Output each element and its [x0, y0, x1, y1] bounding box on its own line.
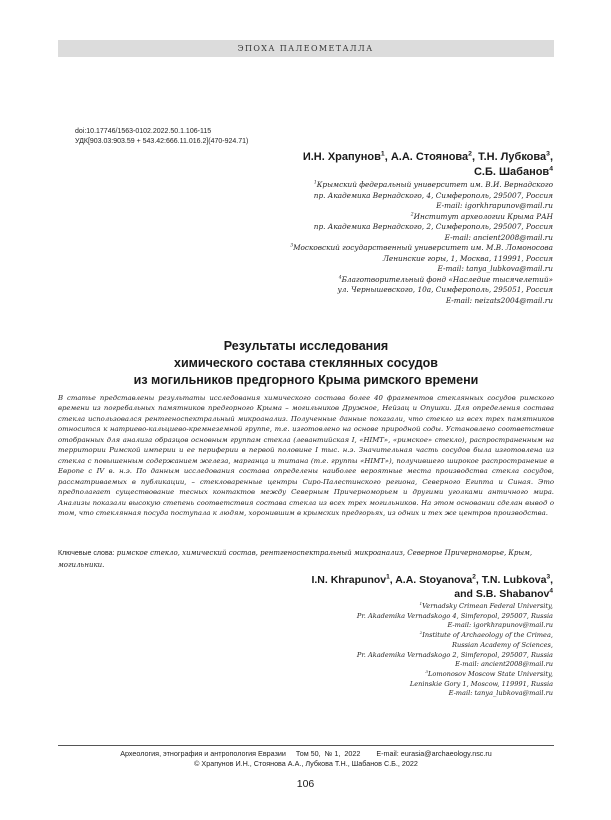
footer-volume: Том 50,	[295, 749, 321, 758]
affiliation-institution	[357, 602, 553, 612]
author-name: A.A. Stoyanova	[395, 574, 473, 586]
affiliation-institution-name: Московский государственный университет им. М.В. Ломоносова	[293, 243, 553, 252]
authors-en	[311, 573, 553, 601]
affiliation-address: Pr. Akademika Vernadskogo 4, Simferopol, 295007, Russia	[356, 611, 553, 620]
affiliation-institution	[357, 631, 553, 641]
author-separator: ,	[550, 574, 553, 586]
section-header: ЭПОХА ПАЛЕОМЕТАЛЛА	[237, 44, 374, 53]
affiliation-address: пр. Академика Вернадского, 4, Симферополь, 295007, Россия	[313, 190, 553, 200]
affiliation-number: 2	[410, 212, 414, 218]
author-separator: ,	[475, 574, 482, 586]
affiliation-institution-name: Lomonosov Moscow State University,	[428, 669, 553, 678]
udc-code: УДК[903.03:903.59 + 543.42:666.11.016.2](470-924.71)	[75, 138, 249, 145]
doi: doi:10.17746/1563-0102.2022.50.1.106-115	[75, 128, 212, 135]
title-line-3: из могильников предгорного Крыма римского времени	[133, 373, 479, 387]
author-name: I.N. Khrapunov	[311, 574, 387, 586]
author-affiliation-mark: 4	[549, 587, 553, 595]
affiliation-institution	[290, 180, 553, 191]
affiliation-institution-name: Благотворительный фонд «Наследие тысячелетий»	[341, 274, 553, 284]
footer-year: 2022	[344, 749, 361, 758]
affiliation-institution	[290, 275, 553, 286]
affiliation	[357, 602, 553, 631]
keywords-label: Ключевые слова:	[58, 550, 115, 557]
author-name: T.N. Lubkova	[481, 574, 547, 586]
affiliation-address: Russian Academy of Sciences,	[452, 640, 553, 649]
author-name: С.Б. Шабанов	[473, 166, 550, 178]
affiliation	[290, 180, 553, 212]
affiliation-institution	[290, 243, 553, 254]
page-number: 106	[296, 778, 315, 790]
affiliation-email: E-mail: tanya_lubkova@mail.ru	[437, 264, 553, 273]
affiliation-address: пр. Академика Вернадского, 2, Симферополь, 295007, Россия	[313, 222, 553, 231]
title-line-2: химического состава стеклянных сосудов	[174, 356, 438, 370]
affiliation-email: E-mail: neizats2004@mail.ru	[445, 295, 553, 305]
footer-journal-line	[58, 749, 554, 758]
affiliation-institution-name: Институт археологии Крыма РАН	[413, 211, 553, 221]
author-affiliation-mark: 1	[380, 150, 385, 158]
affiliations-en	[357, 602, 553, 699]
affiliation-email: E-mail: ancient2008@mail.ru	[444, 232, 553, 242]
keywords	[58, 548, 554, 570]
authors-ru	[303, 150, 553, 180]
affiliation-number: 1	[419, 600, 423, 606]
affiliation-address: Leninskie Gory 1, Moscow, 119991, Russia	[409, 679, 553, 688]
affiliation-address: ул. Чернышевского, 10а, Симферополь, 295051, Россия	[337, 285, 553, 294]
authors-ru-line1	[303, 150, 553, 165]
authors-en-line1	[311, 573, 553, 587]
affiliation-email: E-mail: igorkhrapunov@mail.ru	[436, 201, 553, 210]
footer-issue: № 1,	[324, 749, 341, 758]
author-separator: ,	[389, 574, 396, 586]
affiliation	[357, 631, 553, 670]
affiliation-number: 4	[338, 275, 342, 281]
author-affiliation-mark: 3	[546, 573, 551, 581]
author-affiliation-mark: 4	[549, 165, 553, 173]
author-name: А.А. Стоянова	[390, 151, 469, 163]
footer-journal: Археология, этнография и антропология Евразии	[120, 749, 286, 758]
author-affiliation-mark: 1	[386, 573, 390, 581]
author-affiliation-mark: 2	[468, 150, 472, 158]
author-affiliation-mark: 3	[546, 150, 550, 158]
affiliation	[357, 670, 553, 699]
authors-ru-line2	[303, 165, 553, 180]
affiliation	[290, 212, 553, 244]
author-name: Т.Н. Лубкова	[478, 151, 547, 163]
affiliation-institution	[357, 670, 553, 680]
authors-en-line2	[311, 587, 553, 601]
author-separator: ,	[471, 151, 479, 163]
affiliation-institution-name: Крымский федеральный университет им. В.И. Вернадского	[316, 180, 553, 189]
footer-copyright: © Храпунов И.Н., Стоянова А.А., Лубкова Т.Н., Шабанов С.Б., 2022	[194, 759, 418, 768]
affiliation-address: Ленинские горы, 1, Москва, 119991, Россия	[382, 253, 553, 263]
author-name: И.Н. Храпунов	[302, 151, 381, 163]
affiliation-institution	[290, 212, 553, 223]
affiliation-number: 3	[290, 243, 294, 249]
affiliation-number: 3	[425, 668, 428, 674]
title-line-1: Результаты исследования	[223, 339, 389, 353]
affiliations-ru	[290, 180, 553, 306]
author-separator: ,	[549, 151, 553, 163]
author-separator: ,	[384, 151, 391, 163]
author-affiliation-mark: 2	[472, 573, 476, 581]
affiliation-email: E-mail: ancient2008@mail.ru	[455, 660, 553, 669]
affiliation-email: E-mail: igorkhrapunov@mail.ru	[447, 621, 553, 630]
footer-email: E-mail: eurasia@archaeology.nsc.ru	[376, 749, 492, 758]
affiliation-institution-name: Institute of Archaeology of the Crimea,	[422, 631, 553, 640]
article-title	[58, 338, 554, 389]
author-name: and S.B. Shabanov	[454, 588, 550, 600]
footer-rule	[58, 745, 554, 746]
abstract: В статье представлены результаты исследования химического состава более 40 фрагментов стеклянных сосудов римского времени из погребальных памятников предгорного Крыма – могильников Дружное, Нейзац и Опушки. Для определения состава стекла использовался рентгеноспектральный микроанализ. Полученные данные показали, что стекло из всех трех памятников относится к натриево-кальциево-кремнеземной группе, т.е. изготовлено на основе природной соды. Установлено соответствие отобранных для анализа образцов основным группам стекла (левантийская I, «HIMT», «римское» стекло), распространенным на территории Римской империи и ее периферии в первой половине I тыс. н.э. Значительная часть сосудов была изготовлена из стекла с повышенным содержанием железа, марганца и титана (т.е. группы «HIMT»), получившего широкое распространение в Европе с IV в. н.э. По данным исследования состава определены наиболее вероятные места производства стекла сосудов, рассматриваемых в публикации, – стекловаренные центры Сиро-Палестинского региона, Северного Египта и Синая. Это предполагает существование тесных контактов между Северным Причерноморьем и другими уголками античного мира. Анализы показали высокую степень соответствия состава стекла из всех трех могильников. На этом основании сделан вывод о том, что стеклянная посуда поступала к людям, хоронившим в крымских предгорьях, из одних и тех же центров производства.	[58, 394, 554, 517]
affiliation	[290, 243, 553, 275]
affiliation-email: E-mail: tanya_lubkova@mail.ru	[448, 689, 553, 698]
affiliation-number: 1	[313, 180, 317, 186]
affiliation	[290, 275, 553, 307]
affiliation-number: 2	[419, 629, 423, 635]
keywords-text: римское стекло, химический состав, рентгеноспектральный микроанализ, Северное Причерноморье, Крым, могильники.	[58, 549, 533, 569]
affiliation-address: Pr. Akademika Vernadskogo 2, Simferopol, 295007, Russia	[356, 650, 553, 659]
affiliation-institution-name: Vernadsky Crimean Federal University,	[422, 602, 553, 610]
